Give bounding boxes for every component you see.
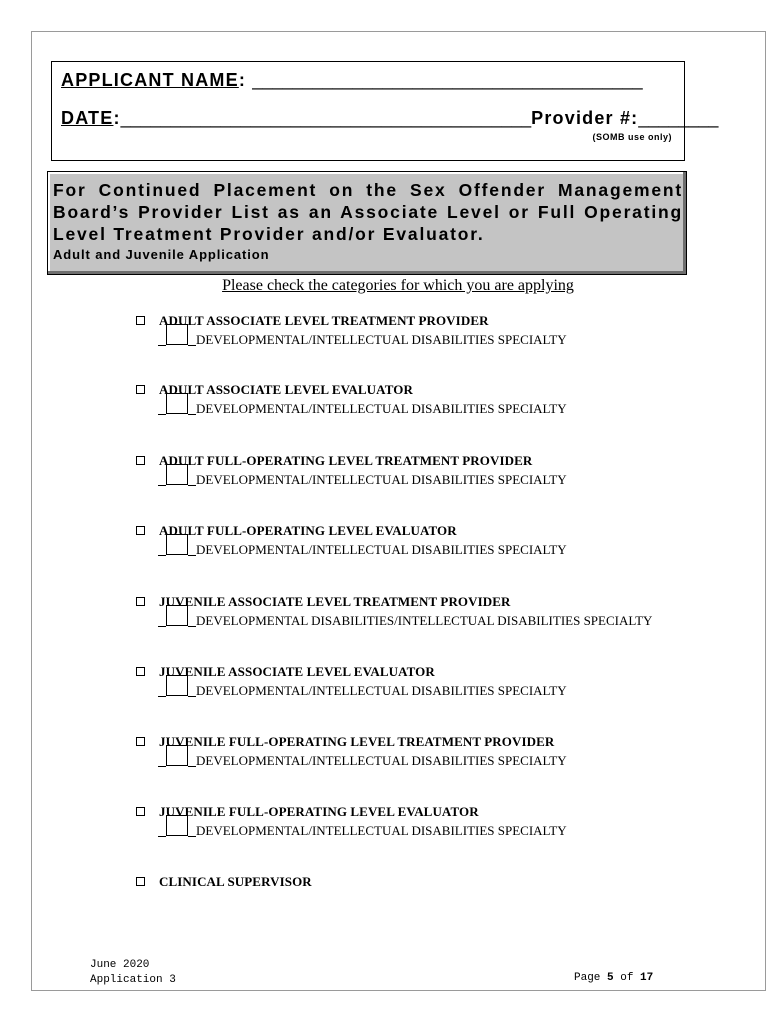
specialty-underline: [158, 766, 166, 767]
specialty-underline: [188, 485, 196, 486]
category-checkbox[interactable]: [136, 526, 145, 535]
category-checkbox[interactable]: [136, 877, 145, 886]
category-label: ADULT ASSOCIATE LEVEL TREATMENT PROVIDER: [159, 313, 489, 328]
specialty-label: DEVELOPMENTAL/INTELLECTUAL DISABILITIES SPECIALTY: [196, 823, 567, 838]
specialty-underline: [188, 555, 196, 556]
specialty-label: DEVELOPMENTAL/INTELLECTUAL DISABILITIES SPECIALTY: [196, 472, 567, 487]
footer-application: Application 3: [90, 974, 176, 986]
date-provider-line: [61, 108, 718, 129]
applicant-name-line: [61, 70, 643, 91]
category-checkbox[interactable]: [136, 807, 145, 816]
date-label: DATE: [61, 108, 114, 128]
specialty-underline: [158, 414, 166, 415]
footer-date: June 2020: [90, 959, 150, 971]
category-label: JUVENILE FULL-OPERATING LEVEL TREATMENT PROVIDER: [159, 734, 555, 749]
specialty-checkbox[interactable]: [166, 464, 188, 485]
specialty-checkbox[interactable]: [166, 324, 188, 345]
specialty-underline: [158, 555, 166, 556]
footer-page-number: [574, 972, 653, 984]
specialty-label: DEVELOPMENTAL/INTELLECTUAL DISABILITIES SPECIALTY: [196, 542, 567, 557]
page-prefix: Page: [574, 972, 608, 984]
category-checkbox[interactable]: [136, 316, 145, 325]
provider-label: Provider #:: [531, 108, 639, 128]
category-label: ADULT FULL-OPERATING LEVEL EVALUATOR: [159, 523, 457, 538]
specialty-underline: [158, 626, 166, 627]
specialty-underline: [188, 766, 196, 767]
application-title-box: [47, 171, 687, 275]
category-checkbox[interactable]: [136, 737, 145, 746]
page-total: 17: [640, 972, 654, 984]
application-title: For Continued Placement on the Sex Offender Management Board’s Provider List as an Associate Level or Full Operating Level Treatment Provider and/or Evaluator.: [53, 180, 683, 244]
category-label: ADULT FULL-OPERATING LEVEL TREATMENT PROVIDER: [159, 453, 533, 468]
specialty-label: DEVELOPMENTAL/INTELLECTUAL DISABILITIES SPECIALTY: [196, 683, 567, 698]
specialty-underline: [158, 836, 166, 837]
specialty-underline: [188, 626, 196, 627]
provider-number-field[interactable]: ________: [638, 108, 719, 128]
category-label: CLINICAL SUPERVISOR: [159, 874, 312, 889]
specialty-checkbox[interactable]: [166, 393, 188, 414]
specialty-underline: [158, 345, 166, 346]
page-current: 5: [607, 972, 614, 984]
specialty-label: DEVELOPMENTAL/INTELLECTUAL DISABILITIES SPECIALTY: [196, 753, 567, 768]
category-label: JUVENILE ASSOCIATE LEVEL TREATMENT PROVIDER: [159, 594, 511, 609]
application-subtitle: Adult and Juvenile Application: [53, 247, 270, 262]
specialty-underline: [158, 696, 166, 697]
category-checkbox[interactable]: [136, 456, 145, 465]
specialty-checkbox[interactable]: [166, 534, 188, 555]
specialty-checkbox[interactable]: [166, 605, 188, 626]
category-label: JUVENILE ASSOCIATE LEVEL EVALUATOR: [159, 664, 435, 679]
date-colon: :: [113, 108, 121, 128]
specialty-label: DEVELOPMENTAL DISABILITIES/INTELLECTUAL DISABILITIES SPECIALTY: [196, 613, 653, 628]
instructions: Please check the categories for which you are applying: [222, 277, 574, 294]
category-checkbox[interactable]: [136, 597, 145, 606]
applicant-name-label: APPLICANT NAME: [61, 70, 239, 90]
specialty-checkbox[interactable]: [166, 815, 188, 836]
specialty-underline: [188, 836, 196, 837]
specialty-checkbox[interactable]: [166, 675, 188, 696]
specialty-underline: [158, 485, 166, 486]
category-checkbox[interactable]: [136, 385, 145, 394]
page-of: of: [613, 972, 641, 984]
specialty-label: DEVELOPMENTAL/INTELLECTUAL DISABILITIES SPECIALTY: [196, 401, 567, 416]
specialty-checkbox[interactable]: [166, 745, 188, 766]
footer-left: [90, 958, 176, 988]
applicant-header-box: [51, 61, 719, 161]
specialty-underline: [188, 414, 196, 415]
date-field[interactable]: _________________________________________: [120, 108, 532, 128]
specialty-underline: [188, 345, 196, 346]
category-label: JUVENILE FULL-OPERATING LEVEL EVALUATOR: [159, 804, 479, 819]
category-checkbox[interactable]: [136, 667, 145, 676]
applicant-name-colon: :: [238, 70, 247, 90]
specialty-label: DEVELOPMENTAL/INTELLECTUAL DISABILITIES SPECIALTY: [196, 332, 567, 347]
somb-use-note: (SOMB use only): [592, 132, 672, 142]
category-label: ADULT ASSOCIATE LEVEL EVALUATOR: [159, 382, 413, 397]
applicant-name-field[interactable]: _______________________________________: [252, 70, 643, 90]
specialty-underline: [188, 696, 196, 697]
